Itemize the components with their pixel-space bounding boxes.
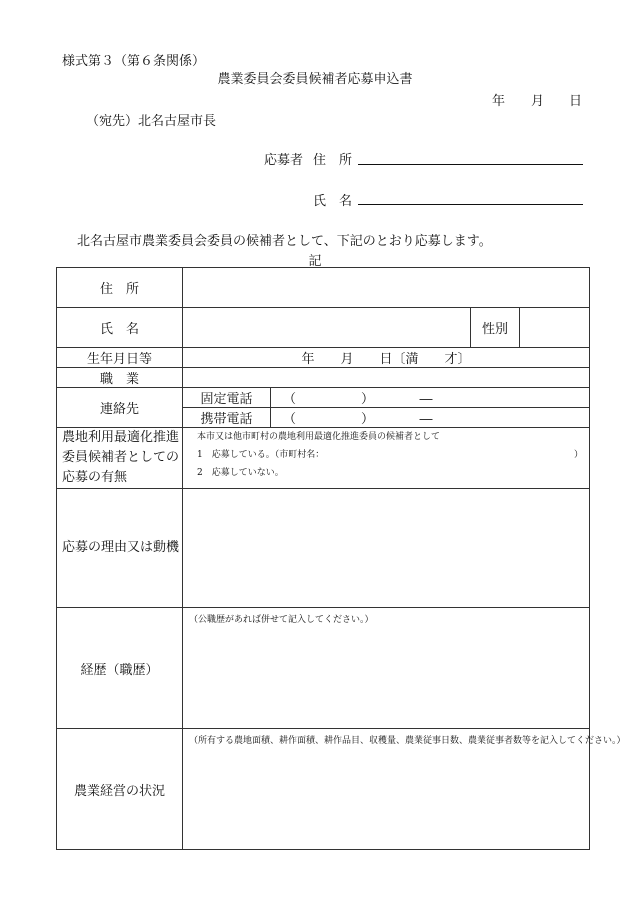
birth-label: 生年月日等: [57, 348, 183, 368]
career-note: （公職歴があれば併せて記入してください。）: [189, 615, 374, 625]
occupation-field[interactable]: [183, 368, 590, 388]
date-month: 月: [531, 94, 545, 109]
applicant-name-label: 氏 名: [313, 194, 353, 209]
promoter-note: 本市又は他市町村の農地利用最適化推進委員の候補者として: [197, 432, 441, 442]
farm-field[interactable]: [183, 729, 626, 850]
mobile-label: 携帯電話: [183, 408, 271, 428]
form-number: 様式第３（第６条関係）: [62, 54, 206, 69]
landline-label: 固定電話: [183, 388, 271, 408]
landline-field[interactable]: （ ） ―: [271, 388, 590, 408]
reason-field[interactable]: [183, 489, 590, 608]
career-label: 経歴（職歴）: [57, 608, 183, 729]
promoter-option-1[interactable]: [197, 449, 583, 461]
farm-label: 農業経営の状況: [57, 729, 183, 850]
birth-field[interactable]: 年 月 日〔満 才〕: [183, 348, 590, 368]
date-day: 日: [569, 94, 583, 109]
form-title: 農業委員会委員候補者応募申込書: [217, 72, 413, 87]
mobile-field[interactable]: （ ） ―: [271, 408, 590, 428]
applicant-label: 応募者: [264, 153, 304, 168]
promoter-option-2[interactable]: 2 応募していない。: [197, 468, 284, 478]
promoter-label: 農地利用最適化推進委員候補者としての応募の有無: [57, 428, 183, 489]
row-promoter: [57, 428, 590, 489]
name-field[interactable]: [183, 308, 471, 348]
row-address: [57, 268, 590, 308]
name-label: 氏 名: [57, 308, 183, 348]
application-table: [56, 267, 626, 850]
row-career: [57, 608, 590, 729]
career-field[interactable]: [183, 608, 590, 729]
address-field[interactable]: [183, 268, 590, 308]
promoter-field[interactable]: [183, 428, 590, 489]
applicant-address-line[interactable]: [358, 164, 583, 165]
contact-label: 連絡先: [57, 388, 183, 428]
promoter-option-1-close: ）: [573, 450, 583, 460]
row-landline: [57, 388, 590, 408]
ki-label: 記: [308, 254, 322, 269]
applicant-address-label: 住 所: [313, 153, 353, 168]
address-label: 住 所: [57, 268, 183, 308]
reason-label: 応募の理由又は動機: [57, 489, 183, 608]
statement: 北名古屋市農業委員会委員の候補者として、下記のとおり応募します。: [77, 234, 492, 249]
row-farm: [57, 729, 590, 850]
date-year: 年: [492, 94, 506, 109]
row-birth: [57, 348, 590, 368]
gender-label: 性別: [471, 308, 520, 348]
gender-field[interactable]: [520, 308, 590, 348]
row-occupation: [57, 368, 590, 388]
farm-note: （所有する農地面積、耕作面積、耕作品目、収穫量、農業従事日数、農業従事者数等を記入してください。）: [189, 736, 626, 746]
applicant-name-line[interactable]: [358, 204, 583, 205]
row-name: [57, 308, 590, 348]
row-reason: [57, 489, 590, 608]
occupation-label: 職 業: [57, 368, 183, 388]
addressee: （宛先）北名古屋市長: [86, 114, 217, 129]
promoter-option-1-text: 1 応募している。（市町村名：: [197, 450, 325, 460]
